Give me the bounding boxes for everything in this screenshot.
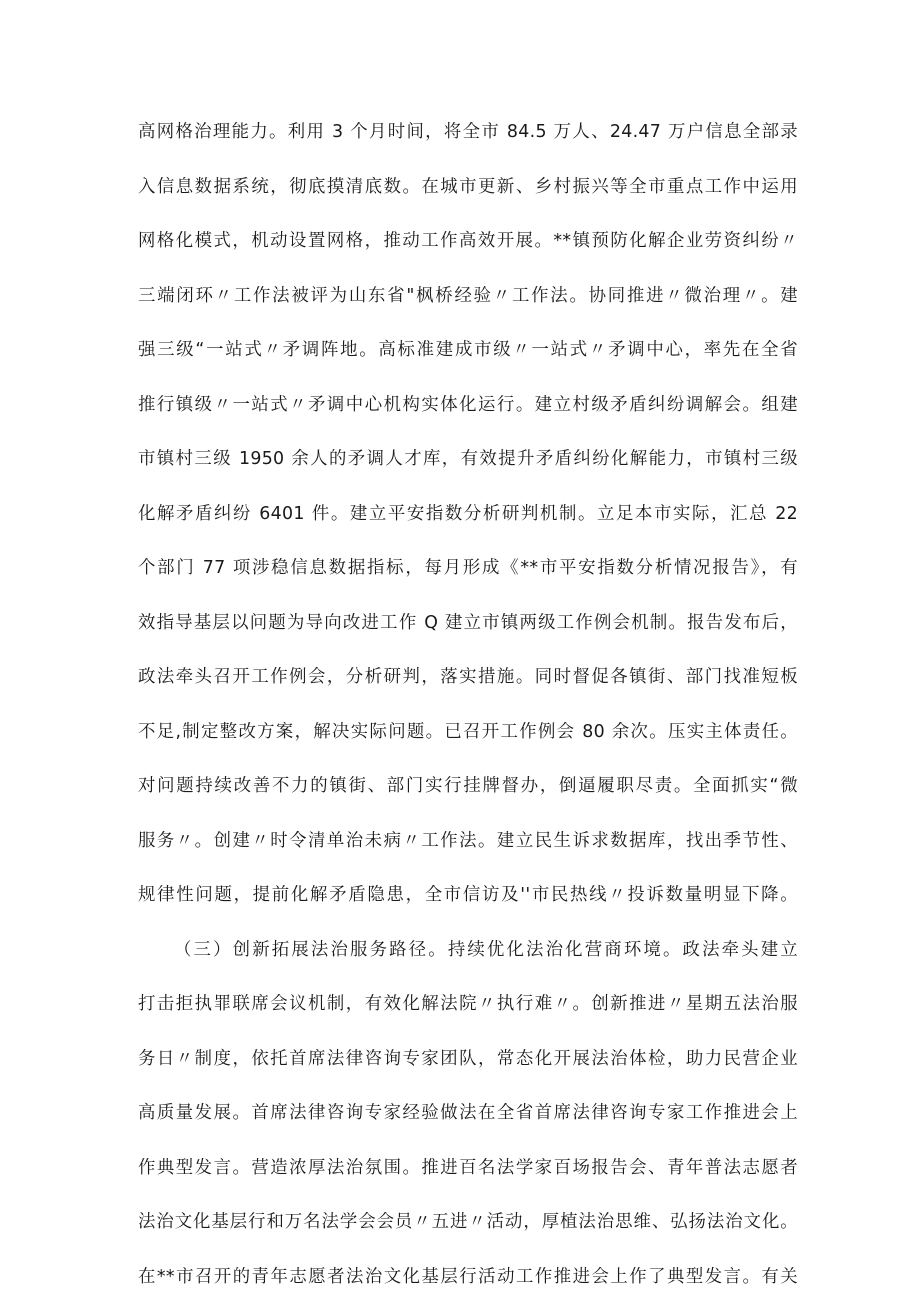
section-heading-line: （三）创新拓展法治服务路径。持续优化法治化营商环境。政法牵头建立: [174, 939, 798, 960]
text-line: 入信息数据系统，彻底摸清底数。在城市更新、乡村振兴等全市重点工作中运用: [138, 176, 798, 197]
text-line: 高质量发展。首席法律咨询专家经验做法在全省首席法律咨询专家工作推进会上: [138, 1103, 798, 1123]
text-line: 不足,制定整改方案，解决实际问题。已召开工作例会 80 余次。压实主体责任。: [138, 721, 798, 742]
text-line: 个部门 77 项涉稳信息数据指标，每月形成《**市平安指数分析情况报告》，有: [138, 558, 798, 578]
text-line: 化解矛盾纠纷 6401 件。建立平安指数分析研判机制。立足本市实际，汇总 22: [138, 503, 798, 524]
text-line: 打击拒执罪联席会议机制，有效化解法院〃执行难〃。创新推进〃星期五法治服: [138, 994, 798, 1014]
text-line: 三端闭环〃工作法被评为山东省"枫桥经验〃工作法。协同推进〃微治理〃。建: [138, 285, 798, 306]
text-line: 对问题持续改善不力的镇街、部门实行挂牌督办，倒逼履职尽责。全面抓实“微: [138, 776, 798, 796]
document-body: [138, 115, 798, 1314]
text-line: 推行镇级〃一站式〃矛调中心机构实体化运行。建立村级矛盾纠纷调解会。组建: [138, 394, 798, 415]
paragraph-2: [138, 933, 798, 1294]
text-line: 政法牵头召开工作例会，分析研判，落实措施。同时督促各镇街、部门找准短板: [138, 667, 798, 687]
text-line: 网格化模式，机动设置网格，推动工作高效开展。**镇预防化解企业劳资纠纷〃: [138, 231, 798, 251]
text-line: 效指导基层以问题为导向改进工作 Q 建立市镇两级工作例会机制。报告发布后，: [138, 612, 798, 633]
text-line: 法治文化基层行和万名法学会会员〃五进〃活动，厚植法治思维、弘扬法治文化。: [138, 1212, 798, 1232]
text-line: 高网格治理能力。利用 3 个月时间，将全市 84.5 万人、24.47 万户信息全部录: [138, 122, 798, 142]
text-line: 服务〃。创建〃时令清单治未病〃工作法。建立民生诉求数据库，找出季节性、: [138, 830, 798, 851]
text-line: 强三级“一站式〃矛调阵地。高标准建成市级〃一站式〃矛调中心，率先在全省: [138, 340, 798, 360]
text-line: 务日〃制度，依托首席法律咨询专家团队，常态化开展法治体检，助力民营企业: [138, 1048, 798, 1069]
paragraph-1: [138, 115, 798, 912]
text-line: 市镇村三级 1950 余人的矛调人才库，有效提升矛盾纠纷化解能力，市镇村三级: [138, 449, 798, 469]
text-line: 作典型发言。营造浓厚法治氛围。推进百名法学家百场报告会、青年普法志愿者: [138, 1157, 798, 1178]
text-line: 规律性问题，提前化解矛盾隐患，全市信访及''市民热线〃投诉数量明显下降。: [138, 885, 798, 905]
text-line: 在**市召开的青年志愿者法治文化基层行活动工作推进会上作了典型发言。有关: [138, 1266, 798, 1287]
